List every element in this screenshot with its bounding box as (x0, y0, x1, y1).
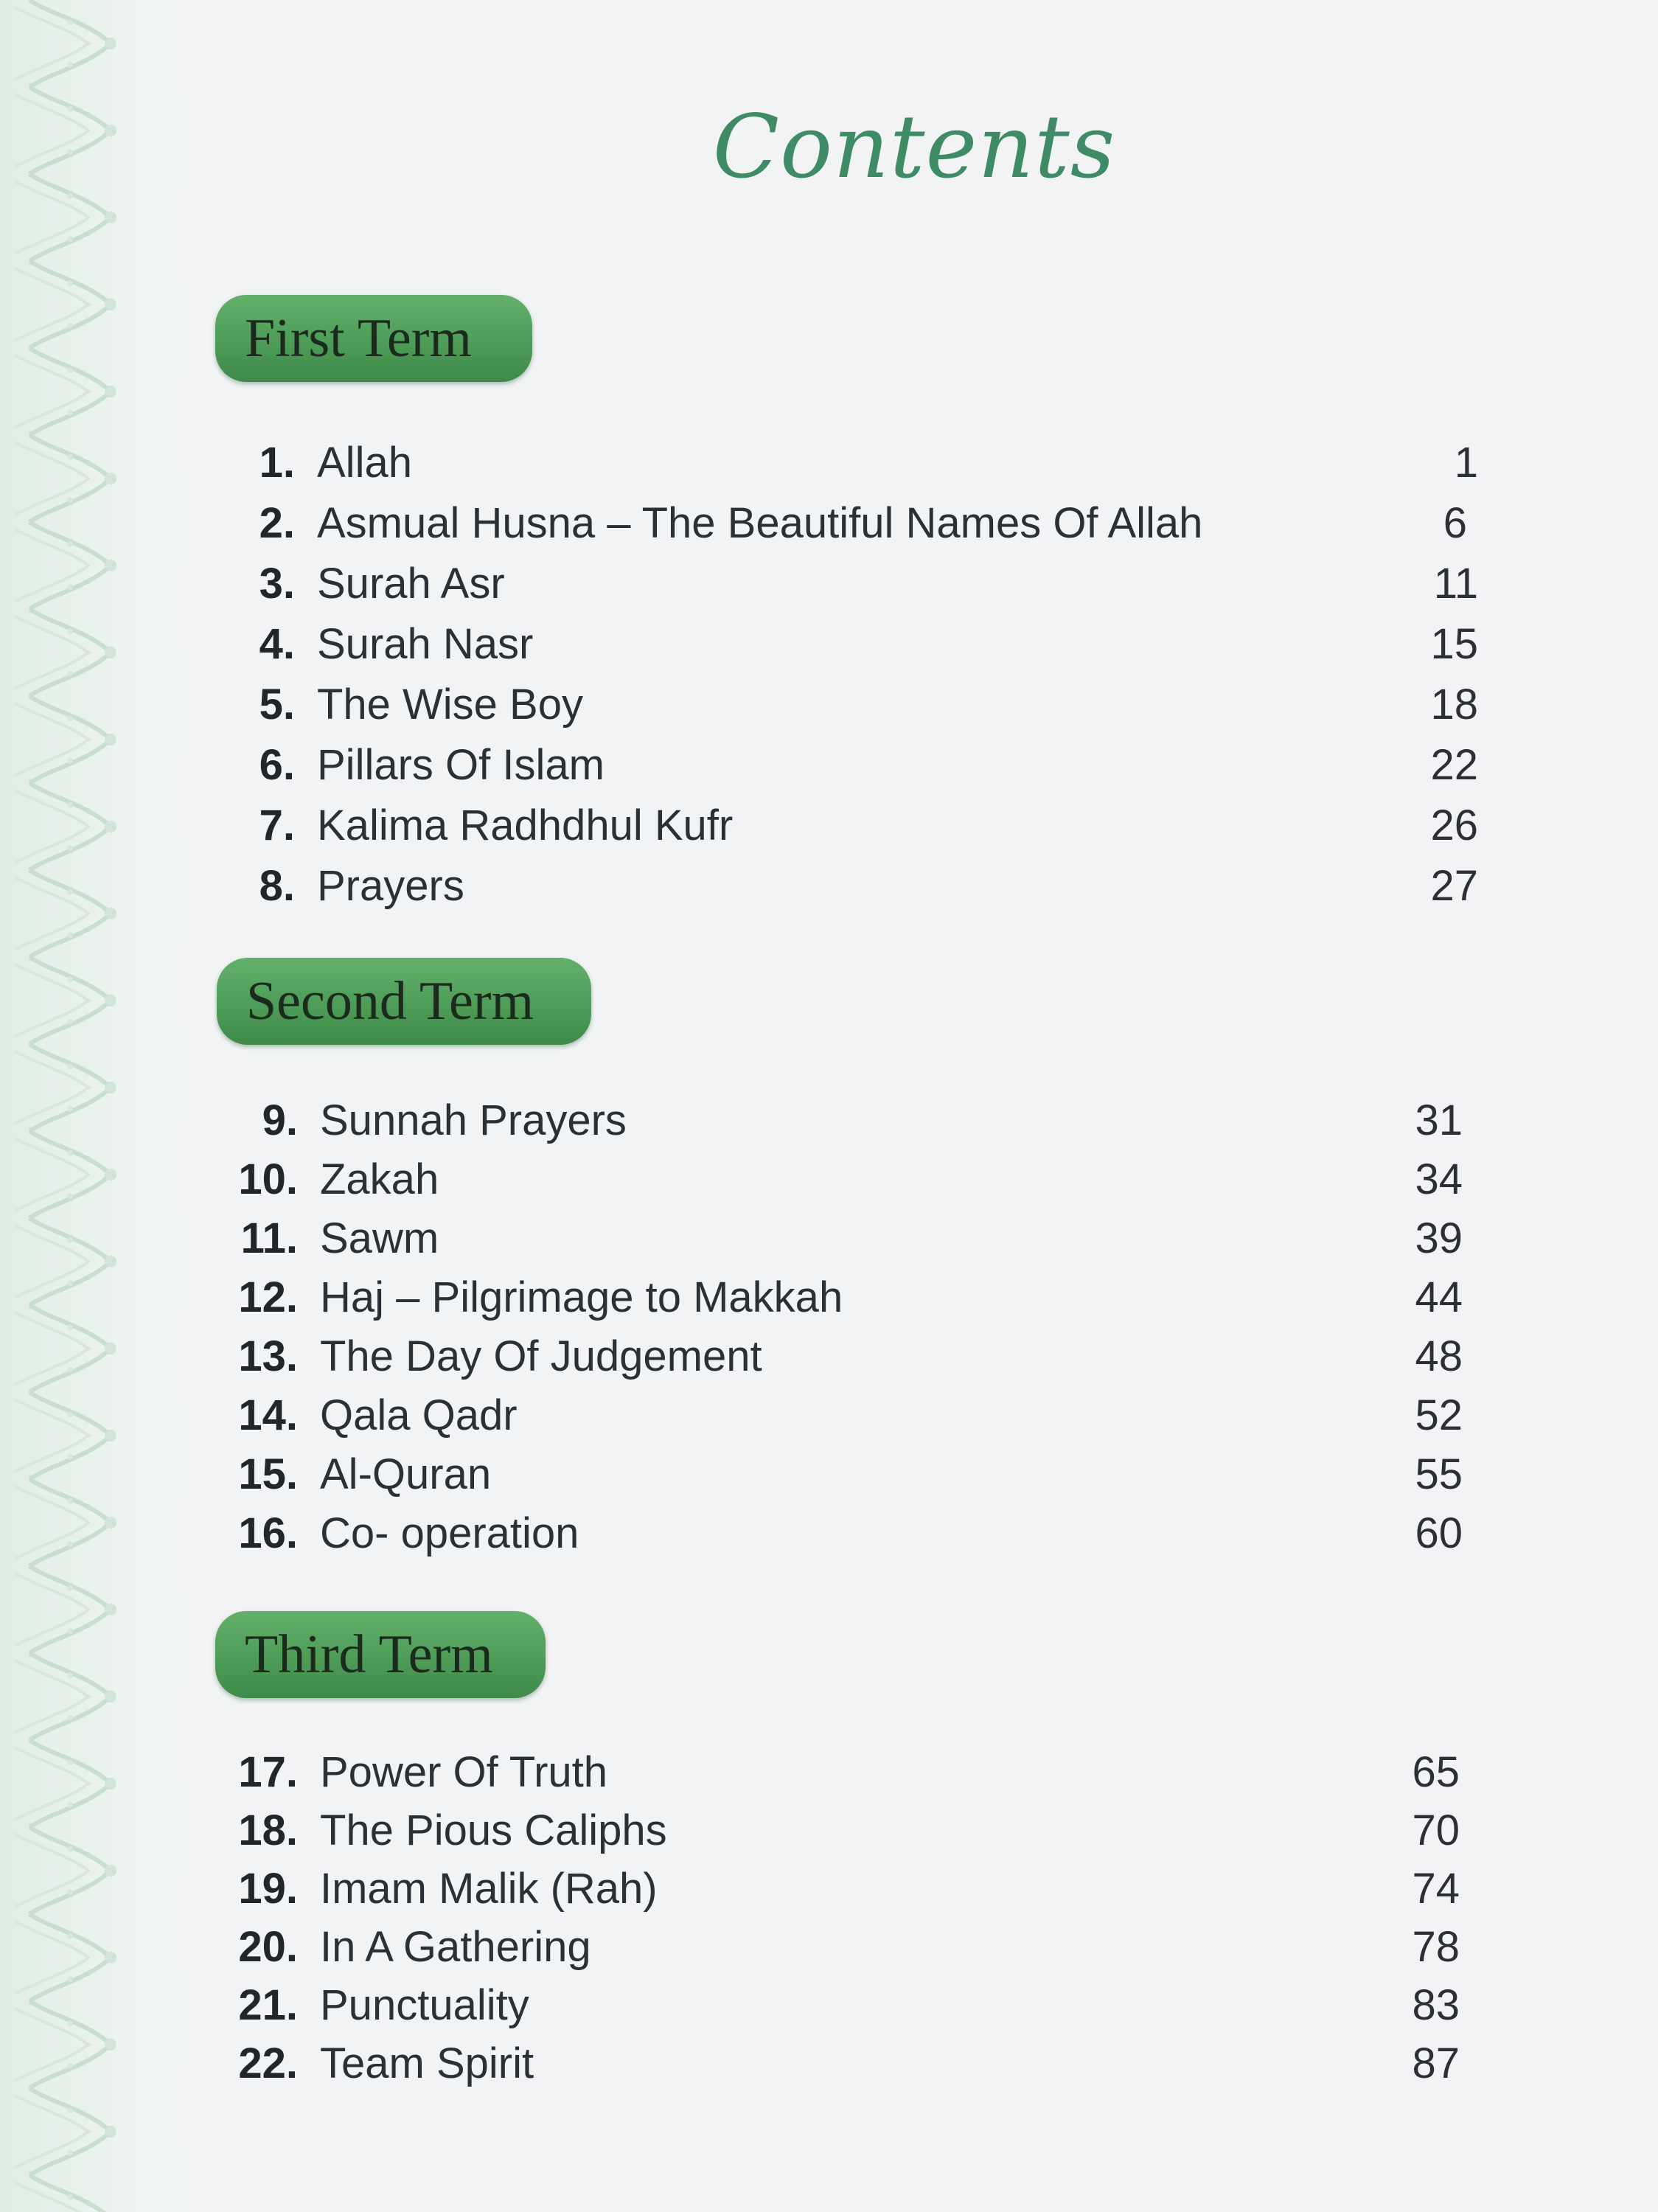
entry-number: 3. (259, 560, 295, 608)
entry-page-number: 65 (1412, 1748, 1460, 1796)
entry-title: Prayers (317, 862, 464, 910)
entry-title: Asmual Husna – The Beautiful Names Of Allah (317, 499, 1203, 547)
entry-page-number: 48 (1415, 1332, 1463, 1380)
decorative-lace-border (0, 0, 140, 2212)
entry-page-number: 26 (1430, 801, 1478, 849)
entry-title: In A Gathering (320, 1923, 591, 1971)
entry-number: 5. (259, 681, 295, 728)
entry-page-number: 74 (1412, 1865, 1460, 1913)
entry-page-number: 52 (1415, 1391, 1463, 1439)
toc-entry[interactable] (240, 1209, 439, 1268)
toc-entry[interactable] (238, 1386, 518, 1445)
toc-entry[interactable] (259, 736, 605, 795)
entry-page-number: 83 (1412, 1981, 1460, 2029)
entry-title: Sunnah Prayers (320, 1096, 627, 1144)
second-term-badge: Second Term (217, 958, 591, 1045)
entry-title: Zakah (320, 1155, 439, 1203)
toc-entry[interactable] (238, 1268, 843, 1327)
entry-page-number: 44 (1415, 1273, 1463, 1321)
toc-entry[interactable] (238, 1801, 667, 1860)
entry-title: Kalima Radhdhul Kufr (317, 801, 734, 849)
toc-entry[interactable] (238, 2034, 534, 2093)
entry-number: 9. (262, 1096, 298, 1144)
entry-title: Sawm (320, 1214, 439, 1262)
lace-border-icon (0, 0, 140, 2212)
toc-entry[interactable] (238, 1860, 658, 1919)
entry-title: Co- operation (320, 1509, 579, 1557)
toc-entry[interactable] (259, 615, 534, 674)
entry-number: 21. (238, 1981, 298, 2029)
entry-page-number: 6 (1443, 499, 1467, 547)
entry-page-number: 70 (1412, 1806, 1460, 1854)
entry-page-number: 27 (1430, 862, 1478, 910)
entry-title: Allah (317, 439, 412, 487)
entry-title: The Pious Caliphs (320, 1806, 667, 1854)
entry-number: 6. (259, 741, 295, 789)
toc-entry[interactable] (259, 554, 505, 613)
toc-entry[interactable] (259, 494, 1203, 553)
entry-title: Al-Quran (320, 1450, 492, 1498)
page-title: Contents (712, 96, 1116, 198)
entry-title: Imam Malik (Rah) (320, 1865, 658, 1913)
entry-number: 14. (238, 1391, 298, 1439)
entry-number: 13. (238, 1332, 298, 1380)
entry-page-number: 87 (1412, 2039, 1460, 2087)
toc-entry[interactable] (262, 1091, 627, 1150)
entry-number: 16. (238, 1509, 298, 1557)
entry-title: The Day Of Judgement (320, 1332, 762, 1380)
entry-page-number: 11 (1433, 560, 1478, 608)
entry-number: 2. (259, 499, 295, 547)
entry-page-number: 18 (1430, 681, 1478, 728)
entry-page-number: 78 (1412, 1923, 1460, 1971)
entry-title: Qala Qadr (320, 1391, 518, 1439)
entry-page-number: 39 (1415, 1214, 1463, 1262)
entry-number: 1. (259, 439, 295, 487)
entry-title: Pillars Of Islam (317, 741, 605, 789)
toc-entry[interactable] (238, 1976, 529, 2035)
entry-number: 8. (259, 862, 295, 910)
entry-title: Team Spirit (320, 2039, 534, 2087)
entry-number: 7. (259, 801, 295, 849)
entry-number: 17. (238, 1748, 298, 1796)
toc-entry[interactable] (259, 857, 464, 916)
toc-entry[interactable] (238, 1918, 591, 1977)
entry-number: 12. (238, 1273, 298, 1321)
entry-page-number: 55 (1415, 1450, 1463, 1498)
entry-number: 19. (238, 1865, 298, 1913)
toc-entry[interactable] (238, 1150, 439, 1209)
toc-entry[interactable] (238, 1743, 608, 1802)
entry-page-number: 60 (1415, 1509, 1463, 1557)
entry-title: Punctuality (320, 1981, 529, 2029)
first-term-badge: First Term (215, 295, 532, 382)
entry-page-number: 34 (1415, 1155, 1463, 1203)
entry-number: 4. (259, 620, 295, 668)
toc-entry[interactable] (238, 1327, 762, 1386)
toc-entry[interactable] (238, 1504, 579, 1563)
toc-entry[interactable] (259, 434, 412, 493)
entry-title: The Wise Boy (317, 681, 583, 728)
third-term-badge: Third Term (215, 1611, 546, 1698)
entry-title: Surah Nasr (317, 620, 534, 668)
entry-number: 15. (238, 1450, 298, 1498)
entry-page-number: 22 (1430, 741, 1478, 789)
entry-number: 20. (238, 1923, 298, 1971)
toc-entry[interactable] (259, 675, 583, 734)
entry-title: Power Of Truth (320, 1748, 608, 1796)
entry-number: 10. (238, 1155, 298, 1203)
toc-entry[interactable] (238, 1445, 492, 1504)
entry-number: 18. (238, 1806, 298, 1854)
entry-page-number: 15 (1430, 620, 1478, 668)
entry-title: Surah Asr (317, 560, 505, 608)
toc-entry[interactable] (259, 796, 734, 855)
entry-title: Haj – Pilgrimage to Makkah (320, 1273, 843, 1321)
entry-number: 22. (238, 2039, 298, 2087)
entry-page-number: 31 (1415, 1096, 1463, 1144)
entry-number: 11. (240, 1214, 298, 1262)
entry-page-number: 1 (1454, 439, 1478, 487)
